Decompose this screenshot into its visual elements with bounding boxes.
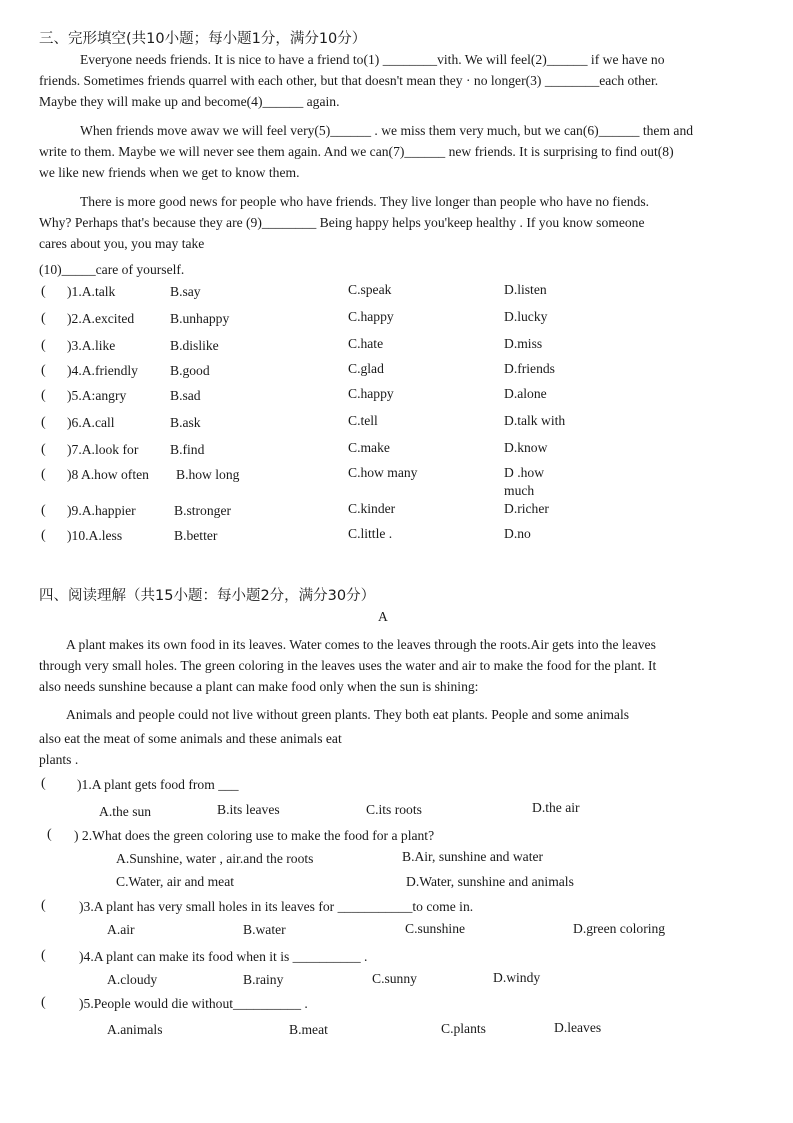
reading-para1-line3: also needs sunshine because a plant can make food only when the sun is shining: xyxy=(39,679,479,694)
cloze-q9-option-b: B.stronger xyxy=(174,503,232,518)
reading-q5-option-d: D.leaves xyxy=(554,1020,602,1035)
reading-q5-option-a: A.animals xyxy=(107,1022,163,1037)
cloze-q8-option-a: )8 A.how often xyxy=(67,467,149,482)
reading-question-3: )3.A plant has very small holes in its leaves for ___________to come in. xyxy=(79,899,474,914)
cloze-para1-line1: Everyone needs friends. It is nice to have a friend to(1) ________vith. We will feel(2)______ if we have no xyxy=(80,52,665,67)
reading-question-2: ) 2.What does the green coloring use to make the food for a plant? xyxy=(74,828,435,843)
cloze-q3-option-a: )3.A.like xyxy=(67,338,116,353)
cloze-q1-option-b: B.say xyxy=(170,284,201,299)
reading-q3-option-c: C.sunshine xyxy=(405,921,466,936)
reading-q1-option-a: A.the sun xyxy=(99,804,152,819)
cloze-q8-option-c: C.how many xyxy=(348,465,418,480)
answer-paren: ( xyxy=(41,467,46,482)
cloze-q3-option-d: D.miss xyxy=(504,336,543,351)
cloze-para3-line2: Why? Perhaps that's because they are (9)________ Being happy helps you'keep healthy . If you know someone xyxy=(39,215,645,230)
reading-para2-line2: also eat the meat of some animals and these animals eat xyxy=(39,731,342,746)
reading-q2-option-b: B.Air, sunshine and water xyxy=(402,849,544,864)
reading-q1-option-b: B.its leaves xyxy=(217,802,280,817)
cloze-para3-line4: (10)_____care of yourself. xyxy=(39,262,185,277)
cloze-para1-line2: friends. Sometimes friends quarrel with each other, but that doesn't mean they · no longer(3) ________each other. xyxy=(39,73,659,88)
answer-paren: ( xyxy=(41,415,46,430)
cloze-q1-option-d: D.listen xyxy=(504,282,547,297)
cloze-q3-option-b: B.dislike xyxy=(170,338,219,353)
cloze-q10-option-c: C.little . xyxy=(348,526,393,541)
answer-paren: ( xyxy=(41,898,46,913)
reading-q4-option-d: D.windy xyxy=(493,970,541,985)
cloze-q2-option-d: D.lucky xyxy=(504,309,548,324)
cloze-q10-option-d: D.no xyxy=(504,526,531,541)
reading-para2-line1: Animals and people could not live without green plants. They both eat plants. People and some animals xyxy=(66,707,630,722)
reading-q1-option-c: C.its roots xyxy=(366,802,422,817)
answer-paren: ( xyxy=(41,311,46,326)
cloze-q2-option-a: )2.A.excited xyxy=(67,311,135,326)
reading-q3-option-b: B.water xyxy=(243,922,286,937)
cloze-q1-option-c: C.speak xyxy=(348,282,392,297)
reading-para1-line2: through very small holes. The green coloring in the leaves uses the water and air to make the food for the plant. It xyxy=(39,658,657,673)
cloze-q8-option-d: D .how xyxy=(504,465,545,480)
cloze-q9-option-a: )9.A.happier xyxy=(67,503,136,518)
answer-paren: ( xyxy=(41,442,46,457)
cloze-q7-option-c: C.make xyxy=(348,440,390,455)
answer-paren: ( xyxy=(41,338,46,353)
reading-q4-option-c: C.sunny xyxy=(372,971,417,986)
cloze-q8-option-b: B.how long xyxy=(176,467,240,482)
cloze-q5-option-c: C.happy xyxy=(348,386,394,401)
reading-question-5: )5.People would die without__________ . xyxy=(79,996,308,1011)
cloze-q4-option-a: )4.A.friendly xyxy=(67,363,138,378)
reading-q3-option-d: D.green coloring xyxy=(573,921,666,936)
cloze-q9-option-c: C.kinder xyxy=(348,501,396,516)
answer-paren: ( xyxy=(41,995,46,1010)
cloze-q10-option-a: )10.A.less xyxy=(67,528,123,543)
answer-paren: ( xyxy=(41,503,46,518)
reading-para2-line3: plants . xyxy=(39,752,79,767)
cloze-q6-option-d: D.talk with xyxy=(504,413,566,428)
reading-q2-option-a: A.Sunshine, water , air.and the roots xyxy=(116,851,314,866)
cloze-q3-option-c: C.hate xyxy=(348,336,384,351)
cloze-q6-option-b: B.ask xyxy=(170,415,201,430)
passage-label: A xyxy=(378,609,388,624)
answer-paren: ( xyxy=(41,388,46,403)
cloze-q4-option-c: C.glad xyxy=(348,361,384,376)
answer-paren: ( xyxy=(47,827,52,842)
cloze-para2-line3: we like new friends when we get to know them. xyxy=(39,165,300,180)
section-3-heading: 三、完形填空(共10小题；每小题1分，满分10分） xyxy=(39,31,367,47)
cloze-para2-line2: write to them. Maybe we will never see them again. And we can(7)______ new friends. It is surprising to find out(8) xyxy=(39,144,674,159)
reading-q5-option-b: B.meat xyxy=(289,1022,328,1037)
cloze-q5-option-d: D.alone xyxy=(504,386,547,401)
reading-q2-option-c: C.Water, air and meat xyxy=(116,874,235,889)
cloze-q1-option-a: )1.A.talk xyxy=(67,284,116,299)
answer-paren: ( xyxy=(41,528,46,543)
cloze-q8-option-d-continued: much xyxy=(504,483,535,498)
answer-paren: ( xyxy=(41,284,46,299)
reading-q1-option-d: D.the air xyxy=(532,800,580,815)
cloze-para1-line3: Maybe they will make up and become(4)______ again. xyxy=(39,94,340,109)
answer-paren: ( xyxy=(41,363,46,378)
cloze-para2-line1: When friends move awav we will feel very(5)______ . we miss them very much, but we can(6)______ them and xyxy=(80,123,694,138)
reading-para1-line1: A plant makes its own food in its leaves. Water comes to the leaves through the roots.Air gets into the leaves xyxy=(66,637,656,652)
cloze-q7-option-a: )7.A.look for xyxy=(67,442,139,457)
reading-q4-option-b: B.rainy xyxy=(243,972,284,987)
cloze-q6-option-c: C.tell xyxy=(348,413,378,428)
reading-q4-option-a: A.cloudy xyxy=(107,972,158,987)
cloze-q7-option-d: D.know xyxy=(504,440,548,455)
cloze-q2-option-c: C.happy xyxy=(348,309,394,324)
cloze-q9-option-d: D.richer xyxy=(504,501,549,516)
reading-q3-option-a: A.air xyxy=(107,922,135,937)
cloze-q6-option-a: )6.A.call xyxy=(67,415,115,430)
reading-question-1: )1.A plant gets food from ___ xyxy=(77,777,239,792)
cloze-q5-option-a: )5.A:angry xyxy=(67,388,127,403)
answer-paren: ( xyxy=(41,776,46,791)
answer-paren: ( xyxy=(41,948,46,963)
section-4-heading: 四、阅读理解（共15小题：每小题2分，满分30分） xyxy=(39,588,376,604)
cloze-para3-line1: There is more good news for people who have friends. They live longer than people who have no fiends. xyxy=(80,194,650,209)
cloze-q7-option-b: B.find xyxy=(170,442,205,457)
reading-q2-option-d: D.Water, sunshine and animals xyxy=(406,874,574,889)
reading-q5-option-c: C.plants xyxy=(441,1021,486,1036)
cloze-q10-option-b: B.better xyxy=(174,528,218,543)
reading-question-4: )4.A plant can make its food when it is __________ . xyxy=(79,949,368,964)
cloze-q2-option-b: B.unhappy xyxy=(170,311,230,326)
cloze-q4-option-b: B.good xyxy=(170,363,210,378)
cloze-q4-option-d: D.friends xyxy=(504,361,555,376)
cloze-para3-line3: cares about you, you may take xyxy=(39,236,205,251)
cloze-q5-option-b: B.sad xyxy=(170,388,201,403)
